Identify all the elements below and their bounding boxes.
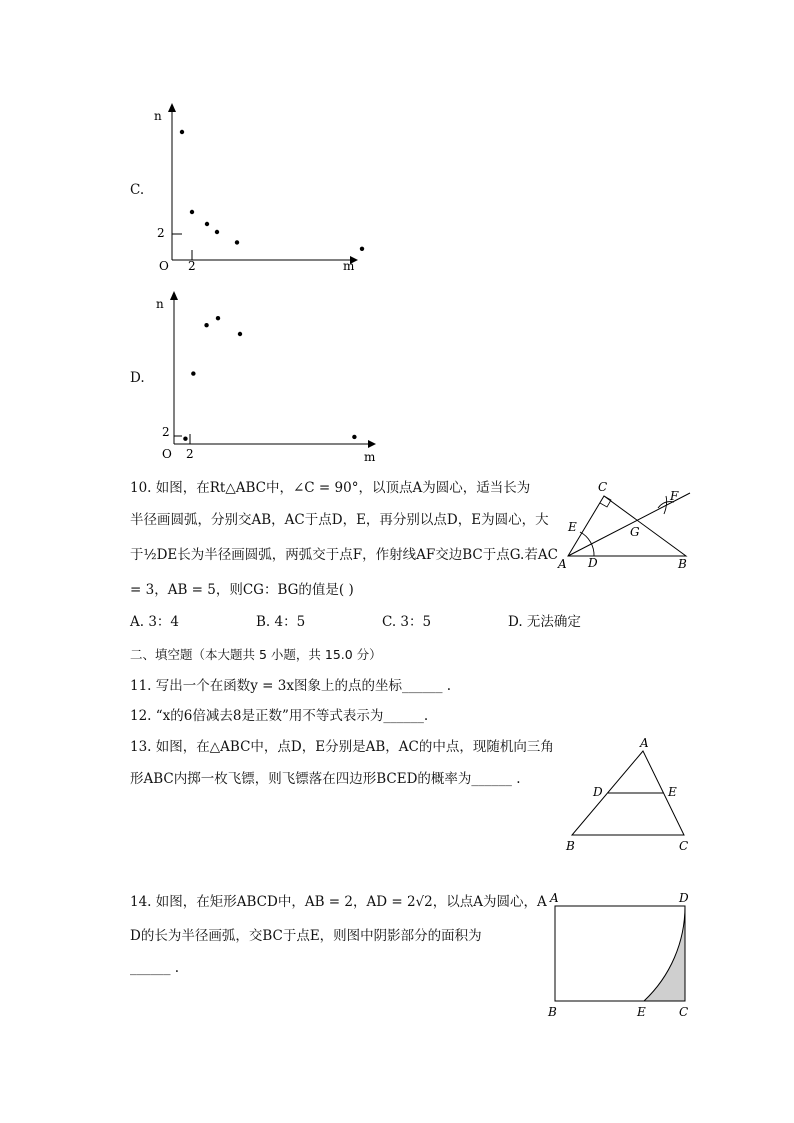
q10-line-2: 半径画圆弧，分别交AB，AC于点D，E，再分别以点D，E为圆心，大 bbox=[130, 512, 549, 528]
data-point-1 bbox=[183, 437, 187, 441]
data-points bbox=[180, 130, 364, 251]
y-axis-label: n bbox=[154, 109, 162, 123]
label-d: D bbox=[588, 556, 598, 570]
data-point-3 bbox=[204, 323, 208, 327]
option-c-label: C. bbox=[130, 182, 145, 198]
q10-option-c: C. 3：5 bbox=[382, 614, 432, 630]
x-tick-label: 2 bbox=[186, 447, 194, 461]
label-e: E bbox=[637, 1005, 646, 1019]
label-f: F bbox=[670, 489, 679, 503]
label-g: G bbox=[630, 525, 640, 539]
option-d-scatter-chart bbox=[150, 288, 380, 468]
label-d: D bbox=[593, 785, 603, 799]
q13-line-2: 形ABC内掷一枚飞镖，则飞镖落在四边形BCED的概率为______ . bbox=[130, 771, 521, 787]
q14-line-3: ______ . bbox=[130, 960, 180, 976]
q10-option-b: B. 4：5 bbox=[256, 614, 306, 630]
q12-text: 12. “x的6倍减去8是正数”用不等式表示为______. bbox=[130, 708, 429, 724]
label-e: E bbox=[568, 520, 577, 534]
data-points bbox=[183, 316, 356, 441]
q14-line-1: 14. 如图，在矩形ABCD中，AB = 2，AD = 2√2，以点A为圆心，A bbox=[130, 894, 547, 910]
arc-de bbox=[580, 532, 594, 556]
data-point-6 bbox=[352, 435, 356, 439]
q11-text: 11. 写出一个在函数y = 3x图象上的点的坐标______ . bbox=[130, 678, 452, 694]
q10-option-a: A. 3：4 bbox=[130, 614, 180, 630]
q10-line-4: = 3，AB = 5，则CG：BG的值是( ) bbox=[130, 582, 354, 598]
option-c-scatter-chart bbox=[150, 100, 370, 280]
q13-line-1: 13. 如图，在△ABC中，点D，E分别是AB，AC的中点，现随机向三角 bbox=[130, 739, 554, 755]
label-d: D bbox=[679, 891, 689, 905]
q10-line-3: 于½DE长为半径画圆弧，两弧交于点F，作射线AF交边BC于点G.若AC bbox=[130, 547, 558, 563]
y-tick-label: 2 bbox=[162, 425, 170, 439]
label-b: B bbox=[678, 557, 687, 571]
q13-triangle-figure bbox=[560, 735, 700, 855]
label-e: E bbox=[668, 785, 677, 799]
data-point-3 bbox=[205, 222, 209, 226]
q10-triangle-figure bbox=[550, 478, 700, 578]
label-a: A bbox=[550, 891, 559, 905]
q10-option-d: D. 无法确定 bbox=[508, 614, 581, 630]
data-point-1 bbox=[180, 130, 184, 134]
origin-label: O bbox=[159, 259, 169, 273]
label-a: A bbox=[558, 557, 567, 571]
x-axis-label: m bbox=[364, 450, 376, 464]
data-point-4 bbox=[216, 316, 220, 320]
label-b: B bbox=[566, 839, 575, 853]
label-c: C bbox=[679, 839, 689, 853]
data-point-6 bbox=[360, 247, 364, 251]
label-c: C bbox=[598, 480, 608, 494]
q14-rectangle-figure bbox=[540, 888, 700, 1023]
arc-f-2 bbox=[664, 496, 667, 514]
data-point-2 bbox=[191, 371, 195, 375]
data-point-4 bbox=[215, 230, 219, 234]
origin-label: O bbox=[162, 447, 172, 461]
x-axis-label: m bbox=[343, 259, 355, 273]
shaded-region bbox=[644, 906, 685, 1001]
y-tick-label: 2 bbox=[157, 226, 165, 240]
label-c: C bbox=[679, 1005, 689, 1019]
data-point-5 bbox=[238, 332, 242, 336]
label-b: B bbox=[548, 1005, 557, 1019]
section-heading: 二、填空题（本大题共 5 小题，共 15.0 分） bbox=[130, 647, 382, 662]
data-point-5 bbox=[235, 240, 239, 244]
option-d-label: D. bbox=[130, 370, 145, 386]
x-tick-label: 2 bbox=[188, 259, 196, 273]
label-a: A bbox=[640, 736, 649, 750]
y-axis-label: n bbox=[156, 297, 164, 311]
q14-line-2: D的长为半径画弧，交BC于点E，则图中阴影部分的面积为 bbox=[130, 928, 482, 944]
q10-line-1: 10. 如图，在Rt△ABC中，∠C = 90°，以顶点A为圆心，适当长为 bbox=[130, 480, 531, 496]
data-point-2 bbox=[190, 210, 194, 214]
